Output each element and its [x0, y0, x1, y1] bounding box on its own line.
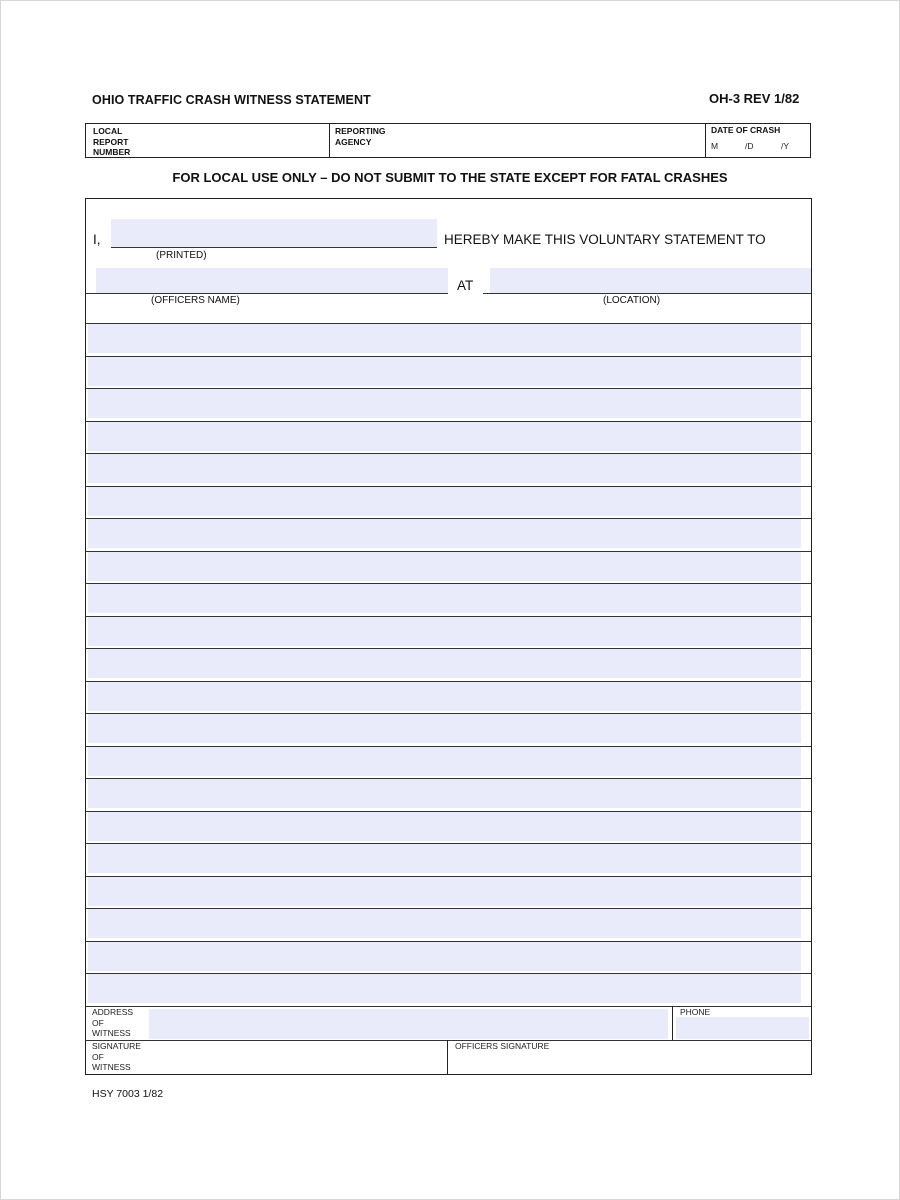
statement-line-field[interactable] [88, 747, 801, 776]
statement-line-field[interactable] [88, 649, 801, 678]
officers-signature-label: OFFICERS SIGNATURE [455, 1041, 550, 1051]
officers-signature-field[interactable] [451, 1054, 809, 1073]
phone-divider [672, 1006, 673, 1040]
local-report-number-field[interactable] [146, 126, 324, 156]
statement-line-field[interactable] [88, 487, 801, 516]
footer-form-code: HSY 7003 1/82 [92, 1088, 164, 1100]
at-text: AT [457, 278, 474, 293]
date-year-label: /Y [781, 141, 790, 151]
statement-rule-line [86, 453, 811, 454]
officers-signature-divider [447, 1040, 448, 1074]
statement-line-field[interactable] [88, 877, 801, 906]
location-line [483, 293, 811, 294]
date-of-crash-label: DATE OF CRASH [711, 125, 781, 135]
officers-name-line [86, 293, 448, 294]
statement-line-field[interactable] [88, 519, 801, 548]
statement-line-field[interactable] [88, 909, 801, 938]
form-title: OHIO TRAFFIC CRASH WITNESS STATEMENT [92, 93, 371, 107]
statement-rule-line [86, 388, 811, 389]
statement-rule-line [86, 908, 811, 909]
statement-line-field[interactable] [88, 682, 801, 711]
statement-line-field[interactable] [88, 552, 801, 581]
statement-rule-line [86, 486, 811, 487]
printed-name-line [111, 247, 437, 248]
officers-name-label: (OFFICERS NAME) [151, 295, 240, 306]
statement-rule-line [86, 421, 811, 422]
signature-row-top-line [86, 1040, 811, 1041]
statement-line-field[interactable] [88, 812, 801, 841]
statement-rule-line [86, 681, 811, 682]
statement-rule-line [86, 583, 811, 584]
date-month-label: M [711, 141, 719, 151]
statement-line-field[interactable] [88, 974, 801, 1003]
signature-of-witness-field[interactable] [149, 1042, 444, 1073]
statement-rule-line [86, 518, 811, 519]
statement-line-field[interactable] [88, 584, 801, 613]
printed-name-field[interactable] [111, 219, 437, 247]
statement-line-field[interactable] [88, 324, 801, 353]
statement-line-field[interactable] [88, 714, 801, 743]
reporting-agency-field[interactable] [396, 126, 700, 156]
statement-lines-area [86, 323, 811, 1006]
statement-line-field[interactable] [88, 357, 801, 386]
phone-field[interactable] [676, 1017, 809, 1039]
hereby-statement-text: HEREBY MAKE THIS VOLUNTARY STATEMENT TO [444, 232, 766, 247]
officers-name-field[interactable] [96, 268, 448, 294]
statement-rule-line [86, 746, 811, 747]
statement-rule-line [86, 323, 811, 324]
statement-box [85, 198, 812, 1075]
statement-rule-line [86, 811, 811, 812]
statement-rule-line [86, 778, 811, 779]
statement-prefix: I, [93, 232, 101, 247]
statement-rule-line [86, 713, 811, 714]
statement-line-field[interactable] [88, 779, 801, 808]
location-label: (LOCATION) [603, 295, 661, 306]
address-of-witness-field[interactable] [149, 1009, 668, 1039]
statement-line-field[interactable] [88, 617, 801, 646]
header-divider [329, 124, 330, 157]
header-info-box [85, 123, 811, 158]
statement-rule-line [86, 973, 811, 974]
statement-rule-line [86, 551, 811, 552]
location-field[interactable] [490, 268, 811, 293]
statement-rule-line [86, 356, 811, 357]
statement-line-field[interactable] [88, 389, 801, 418]
statement-rule-line [86, 876, 811, 877]
statement-rule-line [86, 941, 811, 942]
statement-rule-line [86, 648, 811, 649]
statement-line-field[interactable] [88, 942, 801, 971]
header-divider [705, 124, 706, 157]
phone-label: PHONE [680, 1007, 711, 1017]
statement-line-field[interactable] [88, 454, 801, 483]
address-of-witness-label: ADDRESS OF WITNESS [92, 1007, 134, 1038]
statement-rule-line [86, 843, 811, 844]
statement-line-field[interactable] [88, 844, 801, 873]
statement-line-field[interactable] [88, 422, 801, 451]
local-report-number-label: LOCAL REPORT NUMBER [93, 126, 131, 157]
date-day-label: /D [745, 141, 754, 151]
printed-label: (PRINTED) [156, 250, 207, 261]
local-use-notice: FOR LOCAL USE ONLY – DO NOT SUBMIT TO THE STATE EXCEPT FOR FATAL CRASHES [172, 170, 728, 185]
date-of-crash-field[interactable] [711, 139, 809, 155]
signature-of-witness-label: SIGNATURE OF WITNESS [92, 1041, 141, 1072]
form-number: OH-3 REV 1/82 [709, 91, 800, 106]
statement-rule-line [86, 616, 811, 617]
reporting-agency-label: REPORTING AGENCY [335, 126, 386, 147]
